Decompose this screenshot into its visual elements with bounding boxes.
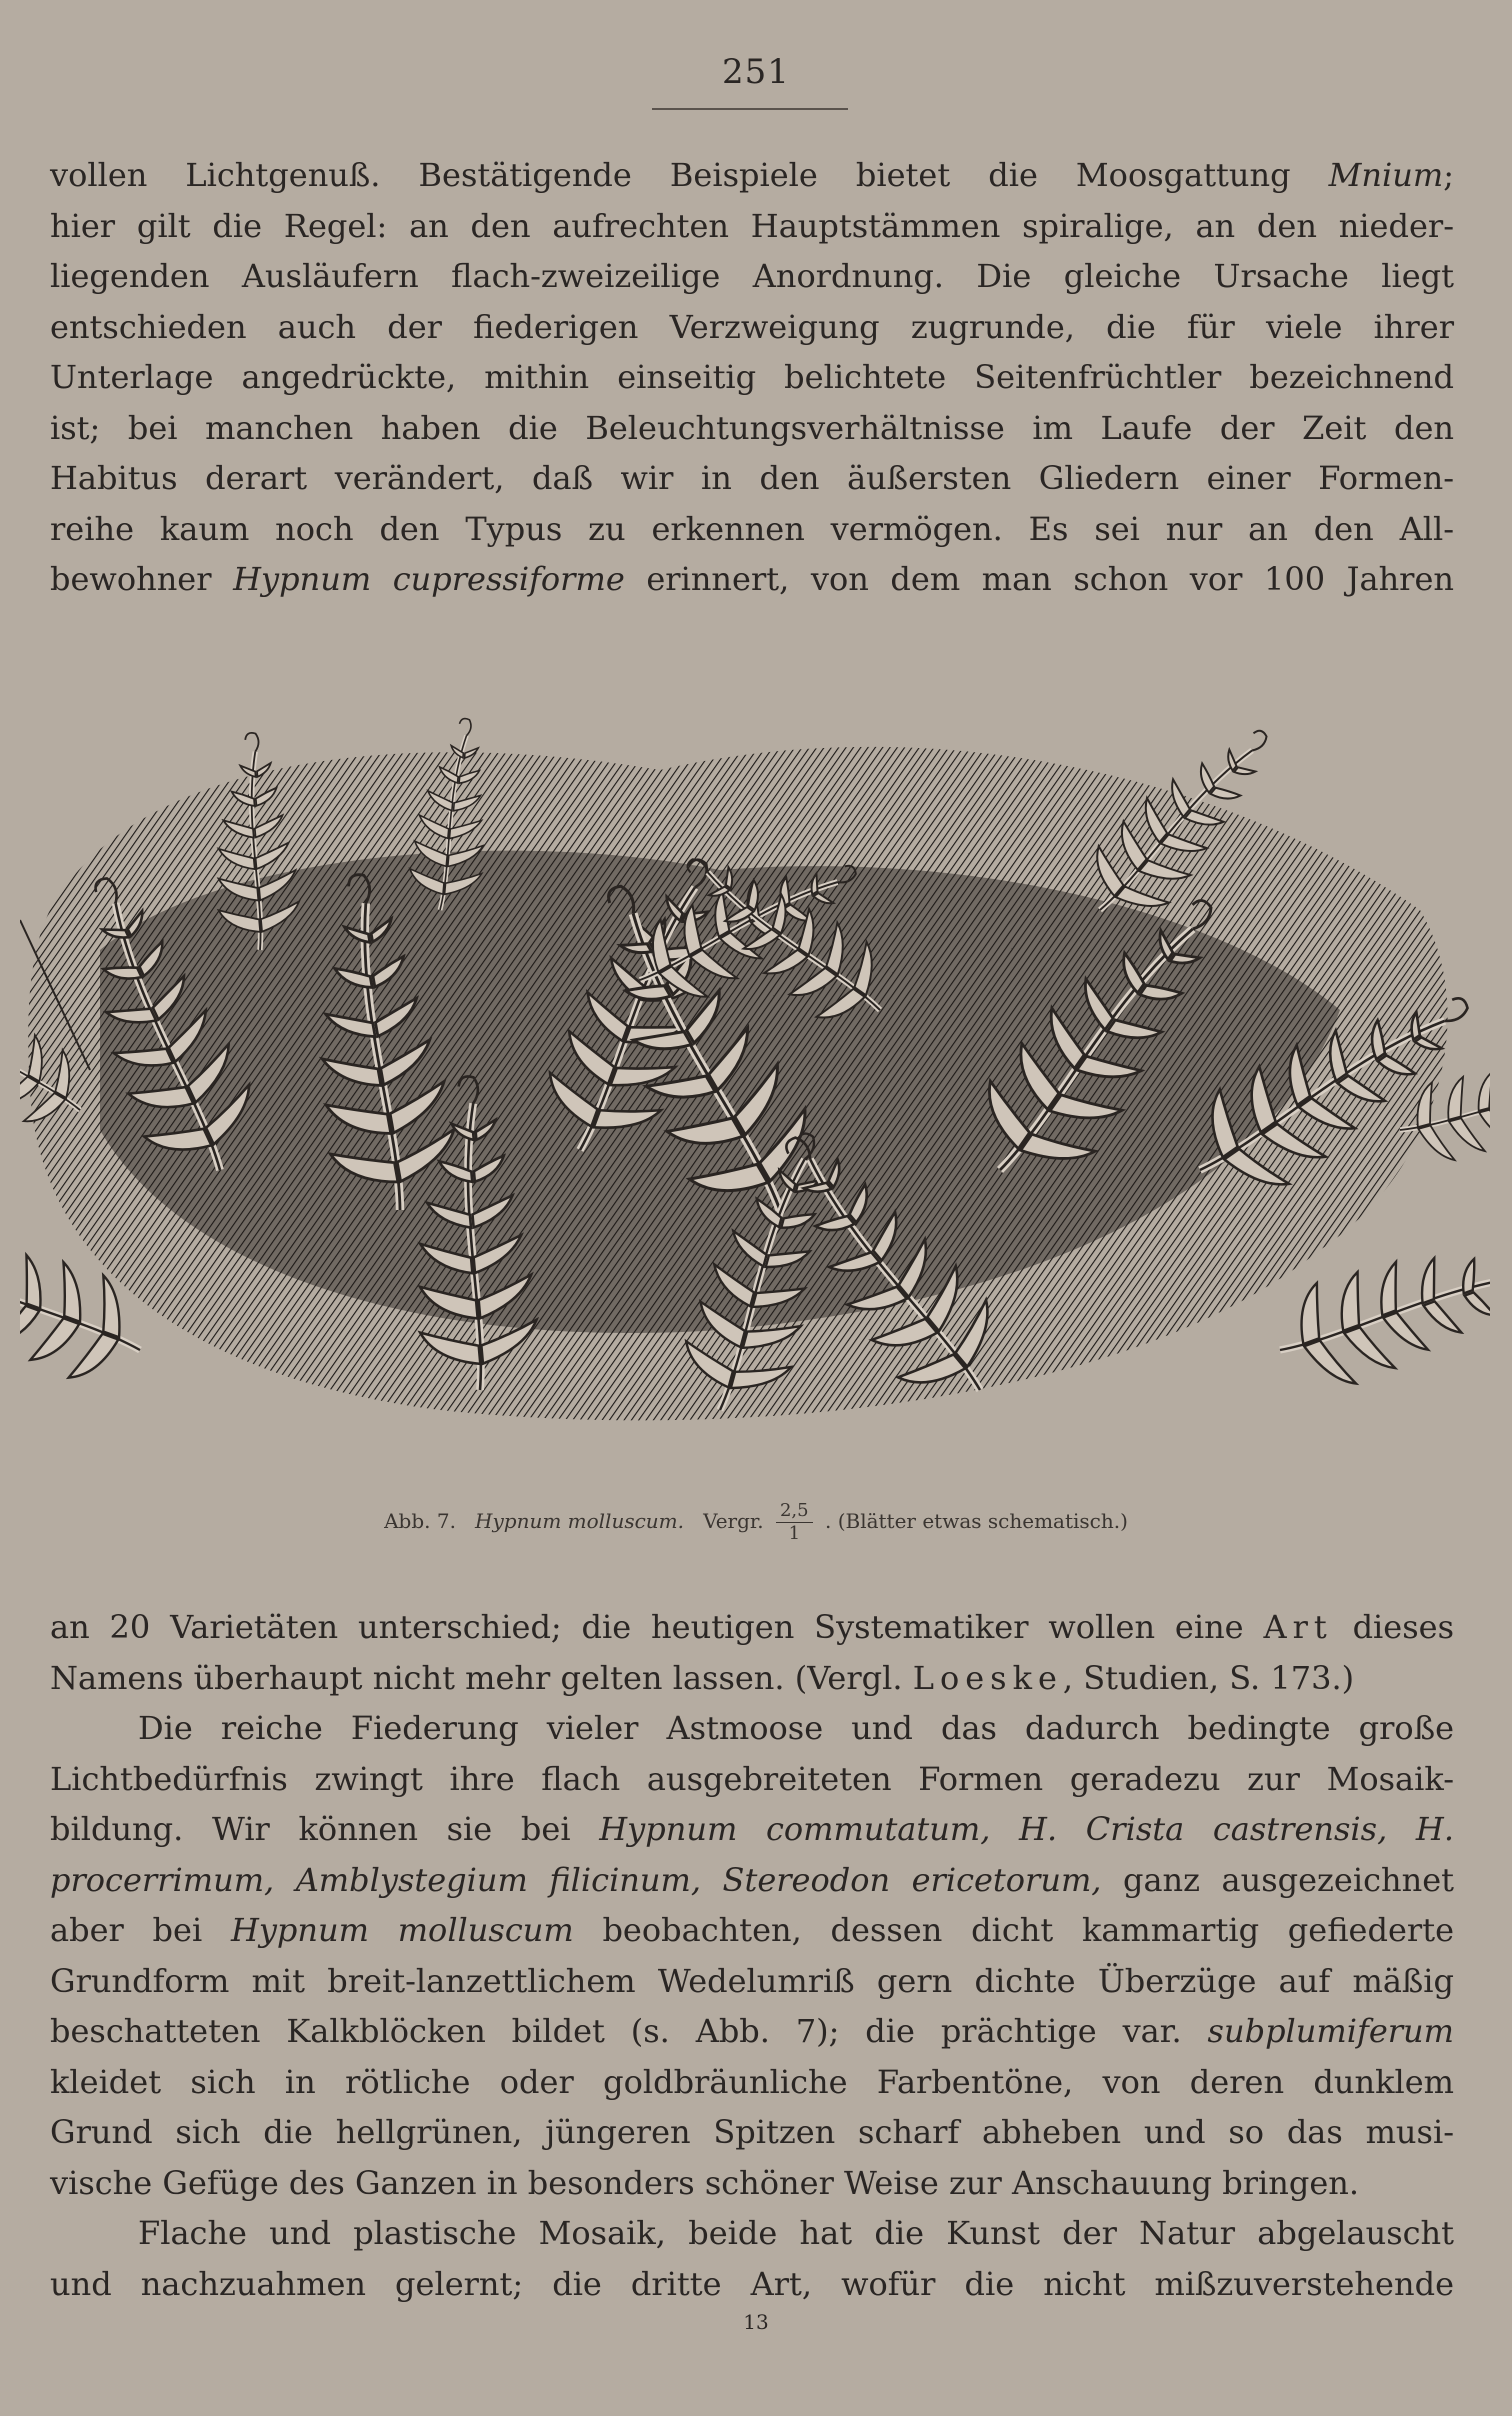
text-line bbox=[50, 2006, 1454, 2057]
paragraph-varieties bbox=[50, 1602, 1454, 1703]
text-run: vollen Lichtgenuß. Bestätigende Beispiele bietet die Moosgattung bbox=[50, 156, 1329, 194]
text-line bbox=[50, 2259, 1454, 2310]
text-run: Die reiche Fiederung vieler Astmoose und das dadurch bedingte große bbox=[138, 1709, 1454, 1747]
text-run: Namens überhaupt nicht mehr gelten lassen. (Vergl. bbox=[50, 1658, 913, 1697]
text-run: Grundform mit breit-lanzettlichem Wedelumriß gern dichte Überzüge auf mäßig bbox=[50, 1961, 1454, 2000]
text-run: reihe kaum noch den Typus zu erkennen vermögen. Es sei nur an den All- bbox=[50, 509, 1454, 548]
italic-term: subplumiferum bbox=[1207, 2012, 1454, 2050]
text-line bbox=[50, 1703, 1454, 1754]
text-line bbox=[50, 2057, 1454, 2108]
text-line bbox=[50, 403, 1454, 454]
header-rule bbox=[652, 108, 848, 110]
text-line bbox=[50, 453, 1454, 504]
text-run: kleidet sich in rötliche oder goldbräunliche Farbentöne, von deren dunklem bbox=[50, 2062, 1454, 2101]
text-run: Lichtbedürfnis zwingt ihre flach ausgebreiteten Formen geradezu zur Mosaik- bbox=[50, 1759, 1454, 1798]
text-run: aber bei bbox=[50, 1911, 231, 1949]
text-run: an 20 Varietäten unterschied; die heutigen Systematiker wollen eine bbox=[50, 1608, 1264, 1646]
page-number: 251 bbox=[722, 52, 790, 92]
text-run: liegenden Ausläufern flach-zweizeilige Anordnung. Die gleiche Ursache liegt bbox=[50, 257, 1454, 295]
text-run: beschatteten Kalkblöcken bildet (s. Abb. 7); die prächtige var. bbox=[50, 2012, 1208, 2050]
caption-species: Hypnum molluscum. bbox=[475, 1509, 685, 1533]
italic-term: Hypnum cupressiforme bbox=[233, 560, 625, 598]
spaced-term: Art bbox=[1263, 1608, 1333, 1646]
text-run: und nachzuahmen gelernt; die dritte Art, wofür die nicht mißzuverstehende bbox=[50, 2264, 1454, 2303]
text-line bbox=[50, 1905, 1454, 1956]
text-run: , Studien, S. 173.) bbox=[1062, 1658, 1355, 1697]
caption-note: . (Blätter etwas schematisch.) bbox=[824, 1509, 1128, 1533]
text-run: Habitus derart verändert, daß wir in den äußersten Gliedern einer Formen- bbox=[50, 459, 1454, 497]
text-run: bewohner bbox=[50, 560, 234, 598]
text-run: vische Gefüge des Ganzen in besonders schöner Weise zur Anschauung bringen. bbox=[50, 2163, 1360, 2202]
italic-term: Hypnum commutatum, H. Crista castrensis, H. bbox=[599, 1810, 1454, 1848]
text-line bbox=[50, 554, 1454, 605]
paragraph-mosaic-formation bbox=[50, 1703, 1454, 2208]
text-run: Unterlage angedrückte, mithin einseitig belichtete Seitenfrüchtler bezeichnend bbox=[50, 358, 1454, 396]
caption-magnification-label: Vergr. bbox=[703, 1509, 764, 1533]
italic-term: procerrimum, Amblystegium filicinum, Stereodon ericetorum, bbox=[50, 1860, 1102, 1899]
paragraph-top bbox=[50, 150, 1454, 605]
text-run: Grund sich die hellgrünen, jüngeren Spitzen scharf abheben und so das musi- bbox=[50, 2113, 1454, 2151]
text-line bbox=[50, 150, 1454, 201]
text-run: entschieden auch der fiederigen Verzweigung zugrunde, die für viele ihrer bbox=[50, 307, 1454, 346]
text-run: ganz ausgezeichnet bbox=[1101, 1860, 1455, 1899]
caption-label: Abb. 7. bbox=[384, 1509, 456, 1533]
text-line bbox=[50, 302, 1454, 353]
paragraph-flat-plastic-mosaic bbox=[50, 2208, 1454, 2309]
text-run: bildung. Wir können sie bei bbox=[50, 1810, 600, 1848]
magnification-fraction bbox=[776, 1500, 813, 1545]
text-run: ; bbox=[1443, 156, 1454, 194]
text-line bbox=[50, 1855, 1454, 1906]
text-line bbox=[50, 1602, 1454, 1653]
fraction-denominator: 1 bbox=[788, 1523, 801, 1544]
text-run: erinnert, von dem man schon vor 100 Jahren bbox=[624, 560, 1455, 598]
text-line bbox=[50, 1956, 1454, 2007]
signature-mark: 13 bbox=[743, 2310, 769, 2334]
text-run: beobachten, dessen dicht kammartig gefiederte bbox=[573, 1911, 1455, 1949]
text-line bbox=[50, 504, 1454, 555]
text-line bbox=[50, 1754, 1454, 1805]
text-line bbox=[50, 2158, 1454, 2209]
text-line bbox=[50, 201, 1454, 252]
italic-term: Hypnum molluscum bbox=[230, 1911, 574, 1949]
text-run: dieses bbox=[1332, 1608, 1454, 1646]
text-run: hier gilt die Regel: an den aufrechten Hauptstämmen spiralige, an den nieder- bbox=[50, 206, 1454, 245]
text-line bbox=[50, 1653, 1454, 1704]
italic-term: Mnium bbox=[1328, 156, 1444, 194]
moss-illustration bbox=[20, 650, 1490, 1450]
text-run: Flache und plastische Mosaik, beide hat die Kunst der Natur abgelauscht bbox=[138, 2214, 1454, 2252]
text-run: ist; bei manchen haben die Beleuchtungsverhältnisse im Laufe der Zeit den bbox=[50, 408, 1454, 447]
text-line bbox=[50, 2107, 1454, 2158]
text-line bbox=[50, 352, 1454, 403]
text-line bbox=[50, 251, 1454, 302]
text-line bbox=[50, 1804, 1454, 1855]
spaced-term: Loeske bbox=[912, 1658, 1063, 1697]
fraction-numerator: 2,5 bbox=[776, 1500, 813, 1523]
figure-caption bbox=[0, 1500, 1512, 1545]
text-line bbox=[50, 2208, 1454, 2259]
